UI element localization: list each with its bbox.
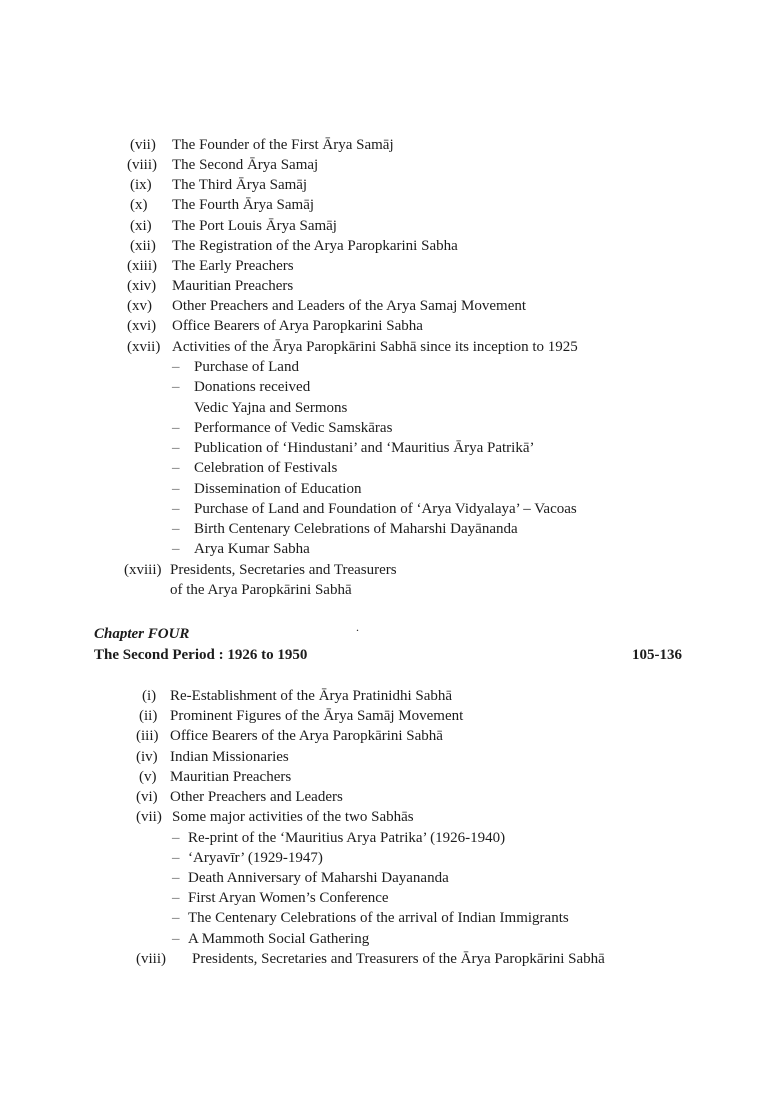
toc-subitem: [0, 519, 780, 539]
item-number: (v): [139, 769, 157, 785]
toc-subitem: [0, 539, 780, 559]
item-text: The Registration of the Arya Paropkarini Sabha: [172, 238, 458, 254]
toc-subitem: [0, 458, 780, 478]
toc-item: [0, 807, 780, 827]
item-text: Re-Establishment of the Ārya Pratinidhi Sabhā: [170, 688, 453, 704]
toc-item: [0, 175, 780, 195]
subitem-text: Purchase of Land: [194, 359, 299, 375]
subitem-text: Donations received: [194, 379, 311, 395]
subitem-dash: –: [172, 910, 180, 926]
toc-item-continuation: [0, 580, 780, 600]
item-number: (xiii): [127, 258, 157, 274]
toc-item: [0, 949, 780, 969]
item-number: (xi): [130, 218, 152, 234]
toc-item: [0, 296, 780, 316]
item-number: (xvi): [127, 318, 157, 334]
subitem-dash: –: [172, 870, 180, 886]
toc-subitem: [0, 438, 780, 458]
item-number: (ix): [130, 177, 152, 193]
subitem-text: Performance of Vedic Samskāras: [194, 420, 393, 436]
toc-subitem: [0, 499, 780, 519]
stray-mark: .: [356, 620, 359, 634]
toc-item: [0, 316, 780, 336]
subitem-text: Arya Kumar Sabha: [194, 541, 310, 557]
subitem-dash: –: [172, 359, 180, 375]
toc-item: [0, 256, 780, 276]
toc-item: [0, 195, 780, 215]
item-number: (ii): [139, 708, 158, 724]
subitem-dash: –: [172, 481, 180, 497]
subitem-text: The Centenary Celebrations of the arrival of Indian Immigrants: [188, 910, 569, 926]
toc-item: [0, 706, 780, 726]
item-number: (vii): [130, 137, 156, 153]
chapter-page-range: 105-136: [632, 647, 682, 663]
toc-item: [0, 560, 780, 580]
toc-subitem: [0, 418, 780, 438]
subitem-text: Celebration of Festivals: [194, 460, 338, 476]
toc-item: [0, 747, 780, 767]
toc-item: [0, 767, 780, 787]
subitem-dash: –: [172, 521, 180, 537]
item-number: (xv): [127, 298, 152, 314]
toc-subitem: [0, 479, 780, 499]
item-number: (xii): [130, 238, 156, 254]
subitem-text: ‘Aryavīr’ (1929-1947): [188, 850, 323, 866]
item-text: Presidents, Secretaries and Treasurers: [170, 562, 397, 578]
item-number: (xiv): [127, 278, 157, 294]
subitem-dash: –: [172, 890, 180, 906]
item-number: (vii): [136, 809, 162, 825]
item-text: Prominent Figures of the Ārya Samāj Movement: [170, 708, 464, 724]
toc-subitem: [0, 828, 780, 848]
toc-item: [0, 787, 780, 807]
toc-subitem: [0, 908, 780, 928]
item-text: Some major activities of the two Sabhās: [172, 809, 414, 825]
toc-subitem: [0, 868, 780, 888]
subitem-text: Vedic Yajna and Sermons: [194, 400, 348, 416]
subitem-dash: –: [172, 440, 180, 456]
chapter-label: Chapter FOUR: [94, 626, 190, 642]
subitem-text: Re-print of the ‘Mauritius Arya Patrika’ (1926-1940): [188, 830, 506, 846]
subitem-dash: –: [172, 850, 180, 866]
item-text: The Port Louis Ārya Samāj: [172, 218, 337, 234]
toc-subitem: [0, 929, 780, 949]
toc-item: [0, 216, 780, 236]
toc-item: [0, 337, 780, 357]
item-text: Activities of the Ārya Paropkārini Sabhā since its inception to 1925: [172, 339, 578, 355]
subitem-dash: –: [172, 830, 180, 846]
item-text: Other Preachers and Leaders of the Arya Samaj Movement: [172, 298, 527, 314]
item-text: Office Bearers of Arya Paropkarini Sabha: [172, 318, 423, 334]
item-text: The Fourth Ārya Samāj: [172, 197, 315, 213]
subitem-text: A Mammoth Social Gathering: [188, 931, 370, 947]
item-text: The Early Preachers: [172, 258, 294, 274]
item-text: Indian Missionaries: [170, 749, 289, 765]
item-text: Office Bearers of the Arya Paropkārini Sabhā: [170, 728, 443, 744]
item-text: Mauritian Preachers: [172, 278, 294, 294]
toc-item: [0, 276, 780, 296]
subitem-text: Death Anniversary of Maharshi Dayananda: [188, 870, 449, 886]
subitem-dash: –: [172, 931, 180, 947]
item-number: (xviii): [124, 562, 162, 578]
subitem-text: First Aryan Women’s Conference: [188, 890, 389, 906]
toc-item: [0, 686, 780, 706]
toc-subitem: [0, 888, 780, 908]
item-text: The Founder of the First Ārya Samāj: [172, 137, 394, 153]
item-number: (viii): [136, 951, 166, 967]
item-number: (xvii): [127, 339, 161, 355]
subitem-dash: –: [172, 379, 180, 395]
item-number: (viii): [127, 157, 157, 173]
chapter-title: The Second Period : 1926 to 1950: [94, 647, 308, 663]
item-text: The Third Ārya Samāj: [172, 177, 308, 193]
item-number: (iv): [136, 749, 158, 765]
subitem-text: Purchase of Land and Foundation of ‘Arya Vidyalaya’ – Vacoas: [194, 501, 577, 517]
item-text: Mauritian Preachers: [170, 769, 292, 785]
subitem-dash: –: [172, 501, 180, 517]
toc-item: [0, 135, 780, 155]
subitem-text: Dissemination of Education: [194, 481, 362, 497]
toc-subitem: [0, 357, 780, 377]
item-number: (i): [142, 688, 157, 704]
item-text: The Second Ārya Samaj: [172, 157, 319, 173]
subitem-text: Publication of ‘Hindustani’ and ‘Mauritius Ārya Patrikā’: [194, 440, 535, 456]
subitem-text: Birth Centenary Celebrations of Maharshi Dayānanda: [194, 521, 518, 537]
toc-subitem: [0, 848, 780, 868]
toc-item: [0, 726, 780, 746]
item-text: Presidents, Secretaries and Treasurers of the Ārya Paropkārini Sabhā: [192, 951, 605, 967]
toc-subitem: [0, 398, 780, 418]
toc-item: [0, 236, 780, 256]
subitem-dash: –: [172, 460, 180, 476]
item-number: (vi): [136, 789, 158, 805]
subitem-dash: –: [172, 541, 180, 557]
item-text: Other Preachers and Leaders: [170, 789, 343, 805]
subitem-dash: –: [172, 420, 180, 436]
toc-item: [0, 155, 780, 175]
item-number: (x): [130, 197, 148, 213]
toc-subitem: [0, 377, 780, 397]
item-text: of the Arya Paropkārini Sabhā: [170, 582, 352, 598]
item-number: (iii): [136, 728, 159, 744]
